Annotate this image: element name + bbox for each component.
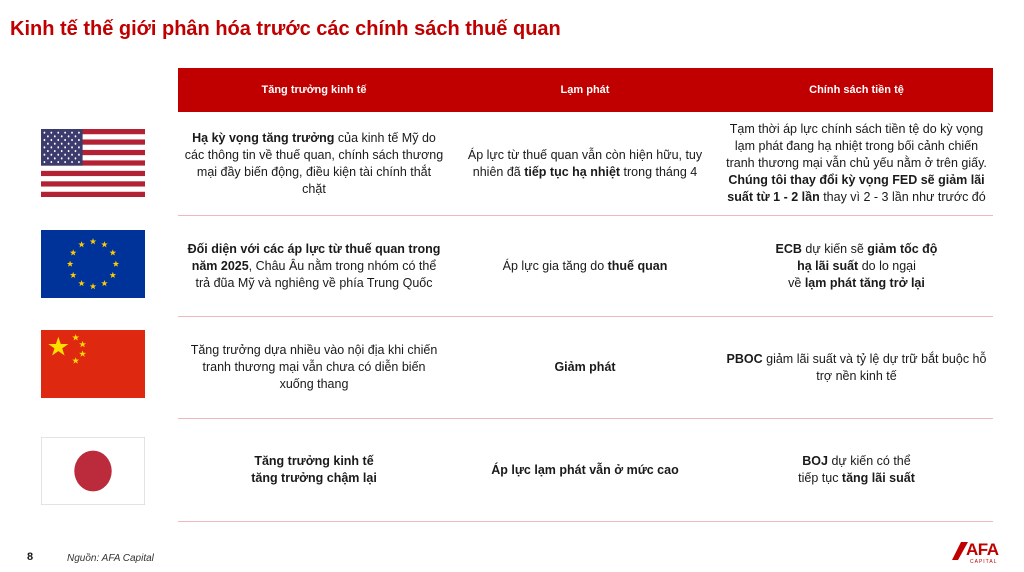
china-growth-cell: Tăng trưởng dựa nhiều vào nội địa khi chiến tranh thương mại vẫn chưa có diễn biến xuống thang bbox=[190, 343, 438, 391]
china-inflation-cell: Giảm phát bbox=[554, 360, 616, 374]
japan-flag-icon bbox=[41, 437, 145, 505]
table-row-japan bbox=[178, 419, 993, 522]
logo-text: AFA bbox=[966, 540, 999, 559]
china-policy-cell: PBOC giảm lãi suất và tỷ lệ dự trữ bắt buộc hỗ trợ nền kinh tế bbox=[726, 351, 987, 383]
japan-growth-cell: Tăng trưởng kinh tế tăng trưởng chậm lại bbox=[251, 454, 377, 485]
table-header bbox=[178, 68, 993, 112]
japan-inflation-cell: Áp lực lạm phát vẫn ở mức cao bbox=[491, 462, 679, 477]
comparison-table bbox=[178, 68, 993, 522]
us-flag-icon bbox=[41, 129, 145, 197]
china-flag-icon bbox=[41, 330, 145, 398]
eu-inflation-cell: Áp lực gia tăng do thuế quan bbox=[502, 258, 668, 273]
afa-capital-logo bbox=[952, 540, 1014, 568]
header-policy: Chính sách tiền tệ bbox=[809, 84, 904, 96]
eu-growth-cell: Đối diện với các áp lực từ thuế quan trong năm 2025, Châu Âu nằm trong nhóm có thể trả đũa Mỹ và nghiêng về phía Trung Quốc bbox=[187, 241, 441, 290]
us-inflation-cell: Áp lực từ thuế quan vẫn còn hiện hữu, tuy nhiên đã tiếp tục hạ nhiệt trong tháng 4 bbox=[467, 147, 703, 179]
eu-flag-icon bbox=[41, 230, 145, 298]
logo-subtext: CAPITAL bbox=[970, 559, 998, 565]
japan-policy-cell: BOJ dự kiến có thể tiếp tục tăng lãi suất bbox=[798, 454, 915, 485]
page-number: 8 bbox=[27, 551, 34, 563]
table-row-eu bbox=[178, 216, 993, 317]
us-growth-cell: Hạ kỳ vọng tăng trưởng của kinh tế Mỹ do các thông tin về thuế quan, chính sách thương mại đầy biến động, điều kiện tài chính thắt chặt bbox=[184, 130, 444, 196]
header-inflation: Lạm phát bbox=[560, 84, 610, 96]
source-note: Nguồn: AFA Capital bbox=[67, 553, 154, 564]
table-row-us bbox=[178, 112, 993, 216]
header-growth: Tăng trưởng kinh tế bbox=[261, 84, 367, 96]
page-title: Kinh tế thế giới phân hóa trước các chính sách thuế quan bbox=[10, 18, 561, 40]
us-policy-cell: Tạm thời áp lực chính sách tiền tệ do kỳ vọng lạm phát đang hạ nhiệt trong bối cảnh chiến tranh thương mại vẫn chủ yếu nằm ở trên giấy. Chúng tôi thay đổi kỳ vọng FED sẽ giảm lãi suất từ 1 - 2 lần thay vì 2 - 3 lần như trước đó bbox=[726, 122, 987, 204]
eu-policy-cell: ECB dự kiến sẽ giảm tốc độ hạ lãi suất do lo ngại về lạm phát tăng trở lại bbox=[775, 241, 938, 290]
table-row-china bbox=[178, 317, 993, 419]
